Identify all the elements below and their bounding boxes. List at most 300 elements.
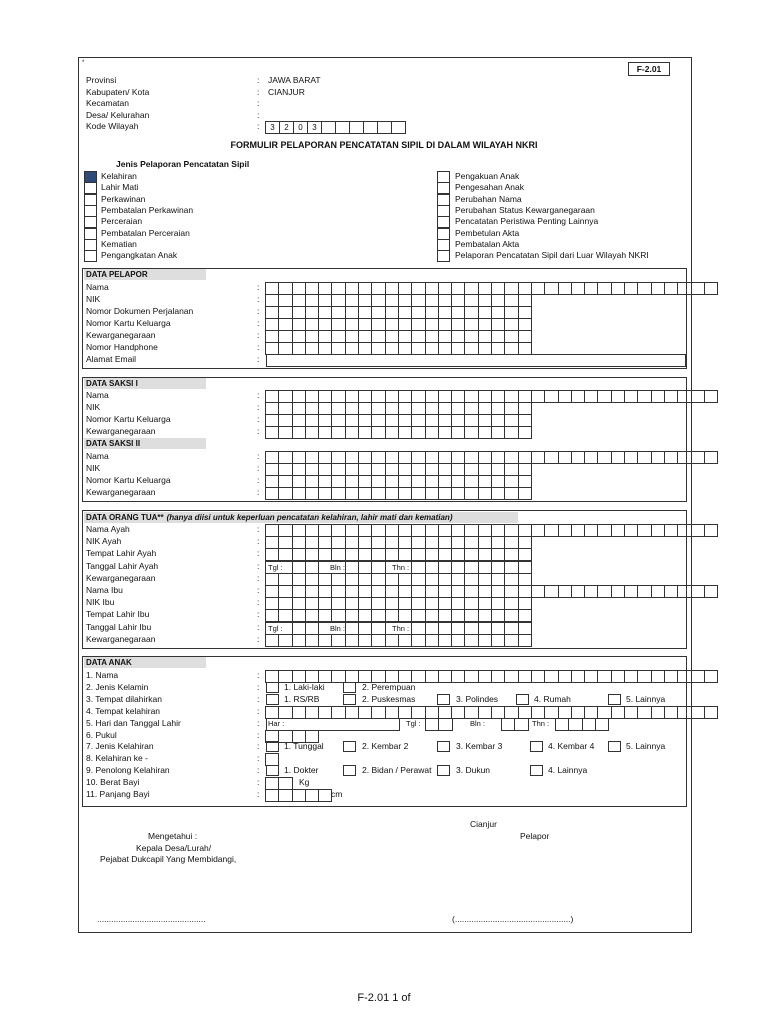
input-cell[interactable] [371,561,385,574]
input-cell[interactable] [491,524,505,537]
input-cell[interactable] [292,585,306,598]
input-cell[interactable] [305,561,319,574]
input-cell[interactable] [278,789,292,802]
input-cell[interactable] [704,390,718,403]
input-cell[interactable] [438,536,452,549]
input-cell[interactable] [464,634,478,647]
input-cell[interactable] [518,622,532,635]
input-cell[interactable] [358,548,372,561]
orangtua-input-cells[interactable] [266,536,532,549]
input-cell[interactable] [411,609,425,622]
input-cell[interactable] [451,548,465,561]
input-cell[interactable] [358,536,372,549]
input-cell[interactable] [664,524,678,537]
input-cell[interactable] [558,585,572,598]
orangtua-input-cells[interactable] [266,524,718,537]
input-cell[interactable] [664,670,678,683]
input-cell[interactable] [491,622,505,635]
penolong-checkbox[interactable] [266,765,279,776]
input-cell[interactable] [411,487,425,500]
input-cell[interactable] [491,536,505,549]
input-cell[interactable] [438,634,452,647]
input-cell[interactable] [651,670,665,683]
input-cell[interactable] [349,121,364,134]
input-cell[interactable] [611,585,625,598]
penolong-checkbox[interactable] [343,765,356,776]
input-cell[interactable] [318,585,332,598]
input-cell[interactable] [504,609,518,622]
input-cell[interactable] [345,634,359,647]
input-cell[interactable] [345,426,359,439]
jenis-checkbox[interactable] [437,228,450,240]
input-cell[interactable] [691,585,705,598]
input-cell[interactable] [371,536,385,549]
input-cell[interactable] [451,706,465,719]
input-cell[interactable] [278,548,292,561]
orangtua-input-cells[interactable] [266,609,532,622]
input-cell[interactable] [358,634,372,647]
input-cell[interactable] [385,487,399,500]
input-cell[interactable] [664,451,678,464]
input-cell[interactable] [584,585,598,598]
input-cell[interactable] [411,573,425,586]
input-cell[interactable] [292,609,306,622]
input-cell[interactable] [398,487,412,500]
input-cell[interactable] [651,706,665,719]
input-cell[interactable] [398,536,412,549]
input-cell[interactable] [478,573,492,586]
input-cell[interactable] [305,585,319,598]
input-cell[interactable] [371,622,385,635]
input-cell[interactable] [278,536,292,549]
input-cell[interactable] [491,548,505,561]
input-cell[interactable] [704,585,718,598]
input-cell[interactable] [391,121,406,134]
input-cell[interactable] [544,451,558,464]
input-cell[interactable] [464,585,478,598]
input-cell[interactable] [637,585,651,598]
input-cell[interactable] [411,585,425,598]
input-cell[interactable] [504,561,518,574]
thn-cells[interactable] [556,718,609,731]
input-cell[interactable] [637,282,651,295]
input-cell[interactable] [451,524,465,537]
input-cell[interactable] [518,561,532,574]
input-cell[interactable] [318,609,332,622]
input-cell[interactable] [425,573,439,586]
input-cell[interactable] [501,718,515,731]
input-cell[interactable] [478,634,492,647]
input-cell[interactable] [651,390,665,403]
input-cell[interactable] [371,548,385,561]
input-cell[interactable] [425,670,439,683]
input-cell[interactable] [411,548,425,561]
input-cell[interactable] [518,585,532,598]
input-cell[interactable] [398,548,412,561]
input-cell[interactable] [451,561,465,574]
orangtua-input-cells[interactable] [266,634,532,647]
input-cell[interactable] [597,390,611,403]
input-cell[interactable] [637,390,651,403]
input-cell[interactable] [584,390,598,403]
input-cell[interactable] [704,524,718,537]
input-cell[interactable] [491,426,505,439]
input-cell[interactable] [371,426,385,439]
input-cell[interactable] [504,524,518,537]
input-cell[interactable] [691,706,705,719]
input-cell[interactable] [371,487,385,500]
input-cell[interactable]: 2 [279,121,294,134]
input-cell[interactable] [464,548,478,561]
input-cell[interactable] [345,561,359,574]
tempat-checkbox[interactable] [343,694,356,705]
jk-checkbox[interactable] [266,682,279,693]
input-cell[interactable] [265,548,279,561]
input-cell[interactable] [571,524,585,537]
input-cell[interactable] [305,609,319,622]
jenis-checkbox[interactable] [84,171,97,183]
input-cell[interactable] [318,426,332,439]
input-cell[interactable] [411,561,425,574]
input-cell[interactable] [478,585,492,598]
input-cell[interactable] [478,548,492,561]
input-cell[interactable] [318,573,332,586]
saksi1-input-cells[interactable] [266,426,532,439]
input-cell[interactable] [438,670,452,683]
input-cell[interactable] [531,390,545,403]
input-cell[interactable] [398,597,412,610]
input-cell[interactable] [345,536,359,549]
input-cell[interactable] [358,426,372,439]
input-cell[interactable] [664,390,678,403]
jenis-checkbox[interactable] [437,216,450,228]
input-cell[interactable] [637,670,651,683]
input-cell[interactable] [624,451,638,464]
input-cell[interactable] [292,573,306,586]
input-cell[interactable] [691,451,705,464]
input-cell[interactable] [318,536,332,549]
jenis-checkbox[interactable] [437,182,450,194]
jenis-checkbox[interactable] [437,239,450,251]
input-cell[interactable] [531,451,545,464]
input-cell[interactable] [504,536,518,549]
saksi2-input-cells[interactable] [266,487,532,500]
input-cell[interactable] [425,622,439,635]
input-cell[interactable] [425,609,439,622]
input-cell[interactable] [292,426,306,439]
jenis-checkbox[interactable] [437,194,450,206]
input-cell[interactable] [518,536,532,549]
input-cell[interactable] [371,634,385,647]
input-cell[interactable] [345,597,359,610]
input-cell[interactable] [504,634,518,647]
input-cell[interactable] [305,597,319,610]
input-cell[interactable] [582,718,596,731]
input-cell[interactable] [438,561,452,574]
penolong-checkbox[interactable] [437,765,450,776]
input-cell[interactable] [377,121,392,134]
input-cell[interactable] [691,282,705,295]
input-cell[interactable] [464,622,478,635]
input-cell[interactable] [544,282,558,295]
tempat-checkbox[interactable] [437,694,450,705]
tempat-checkbox[interactable] [266,694,279,705]
input-cell[interactable] [292,524,306,537]
input-cell[interactable] [385,548,399,561]
input-cell[interactable] [518,524,532,537]
input-cell[interactable] [438,718,452,731]
input-cell[interactable] [451,670,465,683]
input-cell[interactable] [571,585,585,598]
orangtua-input-cells[interactable] [266,548,532,561]
input-cell[interactable] [624,390,638,403]
input-cell[interactable] [451,487,465,500]
input-cell[interactable]: 3 [265,121,280,134]
input-cell[interactable] [438,487,452,500]
input-cell[interactable] [358,597,372,610]
input-cell[interactable] [597,524,611,537]
jenis-checkbox[interactable] [437,205,450,217]
input-cell[interactable] [571,282,585,295]
input-cell[interactable] [292,634,306,647]
input-cell[interactable] [677,390,691,403]
input-cell[interactable] [358,622,372,635]
jenis-kelahiran-checkbox[interactable] [437,741,450,752]
jenis-checkbox[interactable] [84,250,97,262]
input-cell[interactable] [345,548,359,561]
input-cell[interactable] [265,536,279,549]
input-cell[interactable] [345,622,359,635]
input-cell[interactable] [624,706,638,719]
input-cell[interactable] [531,670,545,683]
input-cell[interactable] [278,573,292,586]
input-cell[interactable] [411,536,425,549]
input-cell[interactable] [478,561,492,574]
input-cell[interactable] [318,524,332,537]
input-cell[interactable] [425,585,439,598]
input-cell[interactable]: 0 [293,121,308,134]
input-cell[interactable] [664,282,678,295]
input-cell[interactable] [438,548,452,561]
input-cell[interactable] [358,524,372,537]
kode-wilayah-cells[interactable] [266,121,406,134]
input-cell[interactable] [371,573,385,586]
input-cell[interactable] [265,789,279,802]
input-cell[interactable] [584,524,598,537]
input-cell[interactable] [438,622,452,635]
input-cell[interactable] [651,451,665,464]
jenis-checkbox[interactable] [84,182,97,194]
input-cell[interactable] [504,585,518,598]
input-cell[interactable] [331,536,345,549]
input-cell[interactable] [385,609,399,622]
input-cell[interactable] [491,609,505,622]
input-cell[interactable] [531,524,545,537]
input-cell[interactable] [358,487,372,500]
input-cell[interactable] [677,282,691,295]
input-cell[interactable] [451,609,465,622]
input-cell[interactable] [451,634,465,647]
input-cell[interactable] [584,282,598,295]
input-cell[interactable] [571,670,585,683]
input-cell[interactable] [451,597,465,610]
input-cell[interactable] [305,536,319,549]
input-cell[interactable] [491,670,505,683]
input-cell[interactable] [504,573,518,586]
input-cell[interactable] [584,451,598,464]
input-cell[interactable] [677,451,691,464]
panjang-cells[interactable] [266,789,332,802]
input-cell[interactable] [491,573,505,586]
input-cell[interactable] [305,426,319,439]
input-cell[interactable] [305,789,319,802]
input-cell[interactable] [611,706,625,719]
input-cell[interactable] [478,487,492,500]
input-cell[interactable] [451,622,465,635]
input-cell[interactable] [518,609,532,622]
tempat-checkbox[interactable] [516,694,529,705]
input-cell[interactable] [331,585,345,598]
input-cell[interactable] [704,706,718,719]
input-cell[interactable] [265,597,279,610]
input-cell[interactable] [371,585,385,598]
input-cell[interactable] [305,573,319,586]
input-cell[interactable] [464,524,478,537]
input-cell[interactable] [371,597,385,610]
input-cell[interactable] [425,634,439,647]
input-cell[interactable] [651,524,665,537]
input-cell[interactable] [558,390,572,403]
input-cell[interactable] [478,622,492,635]
input-cell[interactable] [385,573,399,586]
input-cell[interactable] [451,536,465,549]
jk-checkbox[interactable] [343,682,356,693]
anak-nama-cells[interactable] [266,670,718,683]
input-cell[interactable] [411,622,425,635]
jenis-kelahiran-checkbox[interactable] [608,741,621,752]
input-cell[interactable] [265,524,279,537]
input-cell[interactable] [335,121,350,134]
input-cell[interactable] [504,487,518,500]
input-cell[interactable] [398,524,412,537]
input-cell[interactable] [292,789,306,802]
input-cell[interactable] [398,634,412,647]
input-cell[interactable] [504,548,518,561]
input-cell[interactable] [491,597,505,610]
input-cell[interactable] [624,282,638,295]
input-cell[interactable] [371,524,385,537]
input-cell[interactable] [624,670,638,683]
input-cell[interactable] [265,487,279,500]
input-cell[interactable] [464,597,478,610]
input-cell[interactable] [278,426,292,439]
input-cell[interactable] [597,670,611,683]
input-cell[interactable] [491,487,505,500]
input-cell[interactable] [478,597,492,610]
input-cell[interactable] [305,634,319,647]
input-cell[interactable] [278,585,292,598]
input-cell[interactable] [371,609,385,622]
input-cell[interactable] [611,451,625,464]
jenis-checkbox[interactable] [84,239,97,251]
input-cell[interactable] [571,451,585,464]
input-cell[interactable] [464,609,478,622]
input-cell[interactable] [651,282,665,295]
input-cell[interactable] [425,561,439,574]
tgl-cells[interactable] [426,718,453,731]
input-cell[interactable] [704,670,718,683]
tempat-checkbox[interactable] [608,694,621,705]
input-cell[interactable] [425,548,439,561]
input-cell[interactable] [265,634,279,647]
input-cell[interactable] [637,451,651,464]
input-cell[interactable] [464,536,478,549]
input-cell[interactable] [358,573,372,586]
input-cell[interactable] [478,536,492,549]
input-cell[interactable] [451,426,465,439]
input-cell[interactable] [544,524,558,537]
input-cell[interactable] [637,524,651,537]
jenis-kelahiran-checkbox[interactable] [343,741,356,752]
input-cell[interactable] [265,609,279,622]
input-cell[interactable] [555,718,569,731]
input-cell[interactable] [305,622,319,635]
input-cell[interactable] [611,390,625,403]
input-cell[interactable] [345,487,359,500]
input-cell[interactable] [571,390,585,403]
input-cell[interactable] [518,573,532,586]
input-cell[interactable] [345,524,359,537]
input-cell[interactable] [478,609,492,622]
input-cell[interactable] [318,634,332,647]
orangtua-input-cells[interactable] [266,597,532,610]
input-cell[interactable] [664,585,678,598]
input-cell[interactable] [518,426,532,439]
input-cell[interactable] [704,282,718,295]
input-cell[interactable] [504,622,518,635]
input-cell[interactable] [464,561,478,574]
orangtua-input-cells[interactable] [266,585,718,598]
input-cell[interactable] [331,548,345,561]
input-cell[interactable] [345,573,359,586]
jenis-kelahiran-checkbox[interactable] [530,741,543,752]
jenis-checkbox[interactable] [84,216,97,228]
input-cell[interactable] [265,585,279,598]
input-cell[interactable] [504,670,518,683]
input-cell[interactable] [411,426,425,439]
input-cell[interactable] [425,718,439,731]
input-cell[interactable] [451,585,465,598]
input-cell[interactable] [677,585,691,598]
input-cell[interactable] [292,561,306,574]
input-cell[interactable] [514,718,528,731]
input-cell[interactable] [385,597,399,610]
input-cell[interactable]: 3 [307,121,322,134]
input-cell[interactable] [278,524,292,537]
input-cell[interactable] [664,706,678,719]
input-cell[interactable] [358,609,372,622]
input-cell[interactable] [531,282,545,295]
input-cell[interactable] [651,585,665,598]
input-cell[interactable] [597,585,611,598]
input-cell[interactable] [292,622,306,635]
input-cell[interactable] [292,597,306,610]
input-cell[interactable] [491,561,505,574]
input-cell[interactable] [438,524,452,537]
input-cell[interactable] [691,670,705,683]
input-cell[interactable] [292,536,306,549]
input-cell[interactable] [558,282,572,295]
